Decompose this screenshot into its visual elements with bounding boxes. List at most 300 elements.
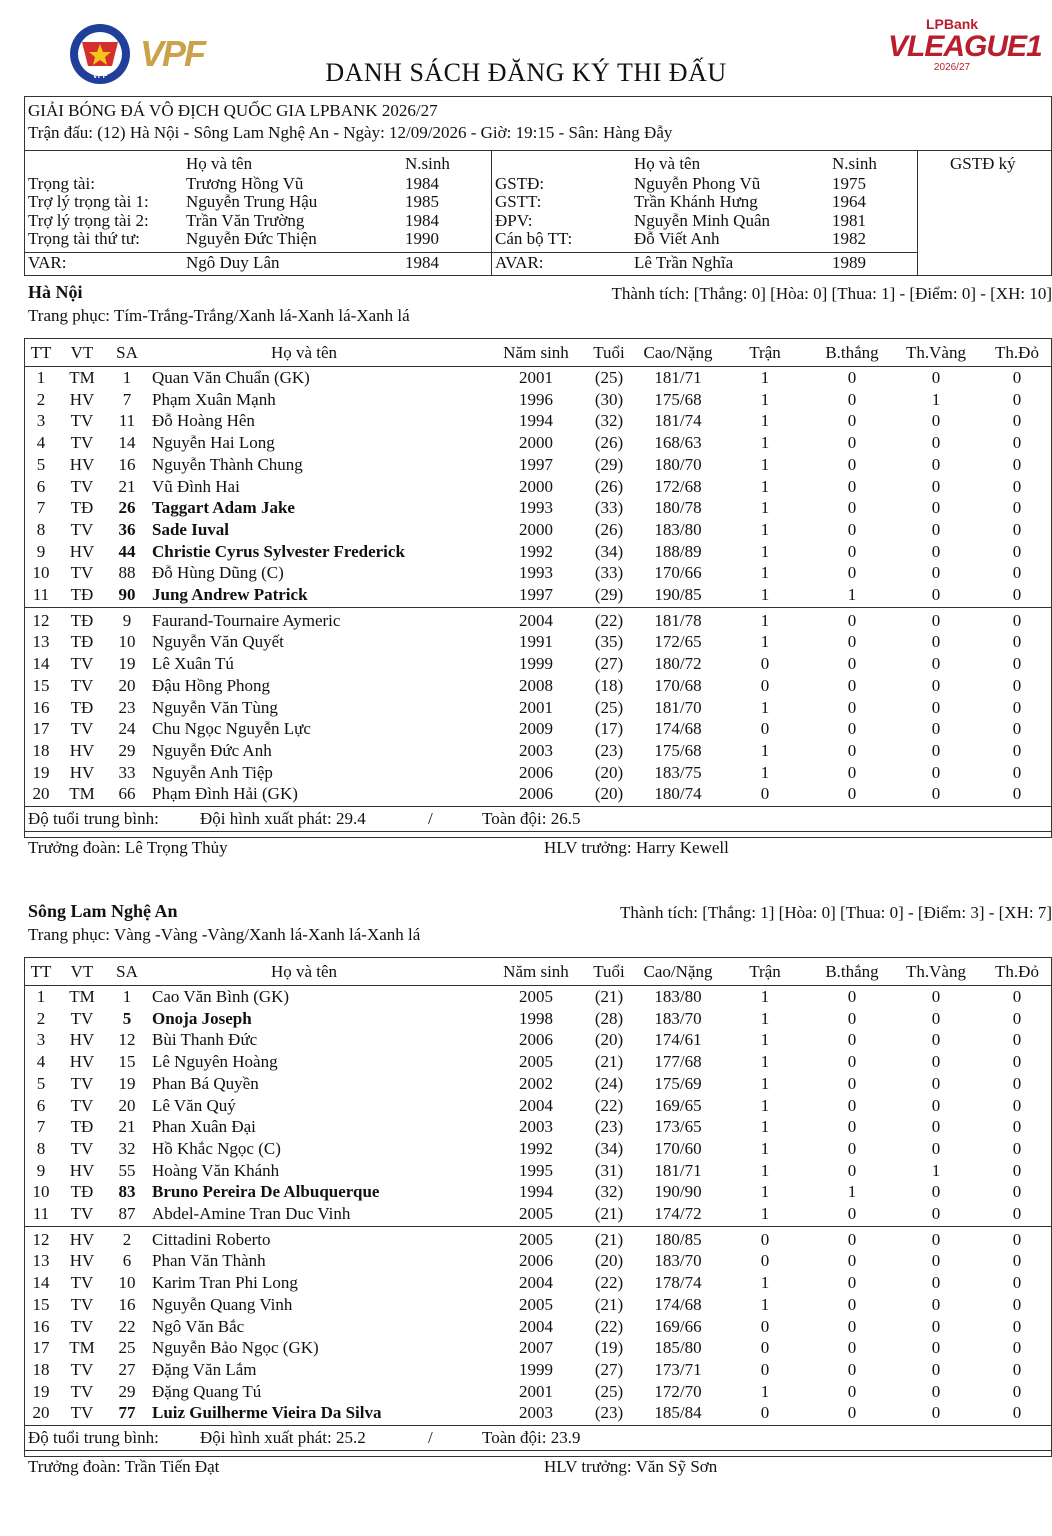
player-born: 2006 (519, 762, 553, 782)
player-vt: TV (70, 476, 94, 496)
player-yellow: 0 (931, 1273, 941, 1293)
player-sa: 88 (118, 563, 136, 583)
player-yellow: 0 (931, 519, 941, 539)
player-red: 0 (1012, 632, 1022, 652)
player-goals: 0 (847, 368, 857, 387)
column-header-vt: VT (70, 962, 94, 981)
player-red: 0 (1012, 675, 1022, 695)
player-red: 0 (1012, 1008, 1022, 1028)
player-vt: TĐ (70, 632, 94, 652)
player-name: Đỗ Hoàng Hên (152, 411, 255, 431)
team-kit: Trang phục: Vàng -Vàng -Vàng/Xanh lá-Xanh lá-Xanh lá (28, 925, 421, 944)
player-age: (21) (594, 1204, 624, 1223)
team-kit: Trang phục: Tím-Trắng-Trắng/Xanh lá-Xanh lá-Xanh lá (28, 306, 410, 325)
official-born: 1981 (832, 211, 866, 230)
player-row (24, 675, 1052, 697)
player-born: 2003 (519, 1403, 553, 1423)
player-yellow: 0 (931, 740, 941, 760)
player-sa: 9 (122, 610, 132, 630)
player-row (24, 476, 1052, 498)
player-born: 2000 (519, 519, 553, 539)
official-name: Ngô Duy Lân (186, 253, 280, 272)
player-hw: 183/70 (654, 1008, 702, 1028)
player-vt: TV (70, 1138, 94, 1158)
player-tt: 6 (36, 476, 46, 496)
player-sa: 77 (118, 1403, 136, 1423)
player-row (24, 1095, 1052, 1117)
official-role: GSTĐ: (495, 174, 545, 193)
column-header-yellow: Th.Vàng (906, 343, 966, 362)
player-matches: 1 (760, 1182, 770, 1202)
player-red: 0 (1012, 1073, 1022, 1093)
player-name: Phạm Xuân Mạnh (152, 389, 276, 409)
player-goals: 0 (847, 1204, 857, 1223)
player-name: Christie Cyrus Sylvester Frederick (152, 541, 405, 561)
player-name: Hoàng Văn Khánh (152, 1160, 280, 1180)
player-age: (19) (594, 1338, 624, 1358)
player-born: 1996 (519, 389, 553, 409)
player-born: 2004 (519, 1273, 553, 1293)
player-hw: 175/68 (654, 389, 702, 409)
player-tt: 1 (36, 987, 46, 1006)
player-matches: 1 (760, 1160, 770, 1180)
player-goals: 0 (847, 476, 857, 496)
player-goals: 1 (847, 1182, 857, 1202)
player-row (24, 653, 1052, 675)
player-goals: 0 (847, 498, 857, 518)
player-yellow: 0 (931, 498, 941, 518)
player-goals: 0 (847, 1160, 857, 1180)
player-vt: HV (69, 1030, 95, 1050)
player-born: 2006 (519, 784, 553, 804)
player-red: 0 (1012, 476, 1022, 496)
player-yellow: 0 (931, 654, 941, 674)
player-red: 0 (1012, 719, 1022, 739)
player-yellow: 0 (931, 762, 941, 782)
player-yellow: 0 (931, 1073, 941, 1093)
player-goals: 0 (847, 1052, 857, 1072)
player-born: 2003 (519, 1117, 553, 1137)
player-vt: HV (69, 740, 95, 760)
official-role: ĐPV: (495, 211, 533, 230)
player-matches: 0 (760, 1251, 770, 1271)
player-row (24, 1272, 1052, 1294)
player-goals: 0 (847, 1073, 857, 1093)
player-tt: 7 (36, 498, 46, 518)
player-born: 2002 (519, 1073, 553, 1093)
column-header-born: Năm sinh (503, 962, 569, 981)
player-name: Quan Văn Chuẩn (GK) (152, 368, 310, 387)
player-sa: 7 (122, 389, 132, 409)
player-goals: 0 (847, 1229, 857, 1249)
player-age: (31) (594, 1160, 624, 1180)
player-born: 1992 (519, 541, 553, 561)
column-header-tt: TT (30, 343, 52, 362)
player-age: (20) (594, 762, 624, 782)
official-born: 1984 (405, 174, 439, 193)
player-matches: 1 (760, 1095, 770, 1115)
column-header-tt: TT (30, 962, 52, 981)
player-goals: 0 (847, 762, 857, 782)
player-red: 0 (1012, 433, 1022, 453)
official-name: Nguyễn Đức Thiện (186, 229, 317, 248)
player-born: 1993 (519, 563, 553, 583)
player-name: Abdel-Amine Tran Duc Vinh (152, 1204, 351, 1223)
player-matches: 1 (760, 519, 770, 539)
player-vt: HV (69, 1052, 95, 1072)
player-yellow: 0 (931, 719, 941, 739)
player-sa: 1 (122, 368, 132, 387)
player-born: 2001 (519, 368, 553, 387)
player-age: (20) (594, 1251, 624, 1271)
player-sa: 20 (118, 1095, 136, 1115)
vleague-logo (888, 16, 1042, 88)
player-row (24, 367, 1052, 389)
player-red: 0 (1012, 585, 1022, 604)
player-yellow: 0 (931, 1294, 941, 1314)
player-hw: 180/72 (654, 654, 702, 674)
column-header-red: Th.Đỏ (995, 962, 1039, 981)
player-born: 2005 (519, 1294, 553, 1314)
player-sa: 11 (118, 411, 136, 431)
player-age: (22) (594, 1316, 624, 1336)
player-red: 0 (1012, 411, 1022, 431)
official-born: 1982 (832, 229, 866, 248)
team-manager: Trưởng đoàn: Trần Tiến Đạt (28, 1457, 220, 1476)
player-name: Lê Nguyên Hoàng (152, 1052, 278, 1072)
player-age: (23) (594, 1117, 624, 1137)
player-goals: 0 (847, 1316, 857, 1336)
player-tt: 18 (32, 1359, 50, 1379)
player-matches: 1 (760, 632, 770, 652)
player-tt: 2 (36, 1008, 46, 1028)
player-red: 0 (1012, 1117, 1022, 1137)
player-matches: 1 (760, 1381, 770, 1401)
player-hw: 180/78 (654, 498, 702, 518)
official-row (28, 175, 488, 193)
player-age: (28) (594, 1008, 624, 1028)
player-age: (27) (594, 654, 624, 674)
official-name: Trần Khánh Hưng (634, 192, 758, 211)
player-age: (34) (594, 1138, 624, 1158)
player-age: (17) (594, 719, 624, 739)
player-name: Nguyễn Quang Vinh (152, 1294, 293, 1314)
player-hw: 174/61 (654, 1030, 702, 1050)
svg-text:VFF: VFF (92, 71, 108, 80)
player-tt: 3 (36, 411, 46, 431)
official-born: 1984 (405, 211, 439, 230)
player-yellow: 0 (931, 411, 941, 431)
official-role: AVAR: (495, 253, 544, 272)
player-row (24, 986, 1052, 1008)
player-goals: 0 (847, 1359, 857, 1379)
column-header-sa: SA (116, 962, 138, 981)
player-yellow: 0 (931, 697, 941, 717)
team-record: Thành tích: [Thắng: 0] [Hòa: 0] [Thua: 1] - [Điểm: 0] - [XH: 10] (611, 284, 1052, 303)
player-red: 0 (1012, 1182, 1022, 1202)
roster-header (24, 961, 1052, 983)
player-vt: TV (70, 433, 94, 453)
player-vt: TV (70, 1316, 94, 1336)
player-matches: 1 (760, 1294, 770, 1314)
player-matches: 1 (760, 389, 770, 409)
avg-age-team: Toàn đội: 23.9 (482, 1428, 581, 1447)
official-role: Trợ lý trọng tài 1: (28, 192, 149, 211)
player-sa: 10 (118, 632, 136, 652)
player-matches: 1 (760, 1204, 770, 1223)
player-name: Vũ Đình Hai (152, 476, 240, 496)
player-age: (34) (594, 541, 624, 561)
column-header-vt: VT (70, 343, 94, 362)
player-sa: 29 (118, 1381, 136, 1401)
player-tt: 8 (36, 519, 46, 539)
player-tt: 13 (32, 632, 50, 652)
player-vt: TM (69, 784, 95, 804)
player-goals: 0 (847, 654, 857, 674)
player-goals: 0 (847, 563, 857, 583)
column-header-goals: B.thắng (825, 962, 879, 981)
player-vt: TV (70, 1073, 94, 1093)
player-row (24, 1337, 1052, 1359)
player-red: 0 (1012, 1052, 1022, 1072)
player-hw: 183/80 (654, 987, 702, 1006)
player-age: (25) (594, 1381, 624, 1401)
player-goals: 0 (847, 1138, 857, 1158)
player-born: 2004 (519, 1095, 553, 1115)
player-tt: 5 (36, 1073, 46, 1093)
player-name: Cittadini Roberto (152, 1229, 271, 1249)
column-header-matches: Trận (749, 343, 781, 362)
player-tt: 5 (36, 454, 46, 474)
official-row (28, 230, 488, 248)
player-born: 1995 (519, 1160, 553, 1180)
player-hw: 190/85 (654, 585, 702, 604)
official-role: Cán bộ TT: (495, 229, 573, 248)
player-age: (35) (594, 632, 624, 652)
player-matches: 1 (760, 987, 770, 1006)
player-row (24, 1294, 1052, 1316)
player-red: 0 (1012, 1251, 1022, 1271)
player-matches: 0 (760, 1316, 770, 1336)
player-sa: 32 (118, 1138, 136, 1158)
player-age: (23) (594, 1403, 624, 1423)
player-yellow: 0 (931, 784, 941, 804)
player-hw: 169/66 (654, 1316, 702, 1336)
head-coach: HLV trưởng: Văn Sỹ Sơn (544, 1457, 718, 1476)
player-hw: 170/60 (654, 1138, 702, 1158)
column-header-age: Tuổi (593, 343, 625, 362)
player-born: 1999 (519, 654, 553, 674)
player-name: Phan Xuân Đại (152, 1117, 256, 1137)
player-matches: 0 (760, 719, 770, 739)
player-age: (26) (594, 433, 624, 453)
player-vt: TĐ (70, 1182, 94, 1202)
player-row (24, 1316, 1052, 1338)
player-born: 2007 (519, 1338, 553, 1358)
player-hw: 172/65 (654, 632, 702, 652)
player-goals: 0 (847, 1381, 857, 1401)
player-age: (21) (594, 1229, 624, 1249)
player-hw: 190/90 (654, 1182, 702, 1202)
player-tt: 14 (32, 654, 50, 674)
player-age: (30) (594, 389, 624, 409)
player-goals: 0 (847, 632, 857, 652)
player-red: 0 (1012, 498, 1022, 518)
player-hw: 175/68 (654, 740, 702, 760)
player-sa: 19 (118, 654, 136, 674)
player-born: 2005 (519, 1204, 553, 1223)
player-matches: 1 (760, 1073, 770, 1093)
player-age: (21) (594, 987, 624, 1006)
player-age: (29) (594, 454, 624, 474)
player-row (24, 1008, 1052, 1030)
player-red: 0 (1012, 454, 1022, 474)
player-vt: TĐ (70, 585, 94, 604)
player-sa: 21 (118, 476, 136, 496)
player-vt: TV (70, 1359, 94, 1379)
player-goals: 0 (847, 541, 857, 561)
player-born: 2004 (519, 1316, 553, 1336)
official-born: 1975 (832, 174, 866, 193)
player-vt: TV (70, 1273, 94, 1293)
player-goals: 0 (847, 1338, 857, 1358)
player-yellow: 0 (931, 1030, 941, 1050)
player-vt: TV (70, 1403, 94, 1423)
player-row (24, 1029, 1052, 1051)
player-name: Jung Andrew Patrick (152, 585, 308, 604)
official-name: Nguyễn Minh Quân (634, 211, 770, 230)
player-sa: 23 (118, 697, 136, 717)
player-red: 0 (1012, 389, 1022, 409)
player-row (24, 432, 1052, 454)
player-name: Phan Bá Quyền (152, 1073, 259, 1093)
player-goals: 0 (847, 1273, 857, 1293)
player-sa: 55 (118, 1160, 136, 1180)
player-sa: 22 (118, 1316, 136, 1336)
player-row (24, 783, 1052, 805)
official-name: Đỗ Viết Anh (634, 229, 720, 248)
player-hw: 181/78 (654, 610, 702, 630)
official-row (495, 212, 915, 230)
player-red: 0 (1012, 740, 1022, 760)
player-red: 0 (1012, 1359, 1022, 1379)
player-yellow: 0 (931, 1138, 941, 1158)
player-hw: 172/70 (654, 1381, 702, 1401)
player-yellow: 0 (931, 1204, 941, 1223)
player-matches: 1 (760, 1117, 770, 1137)
official-role: Trọng tài thứ tư: (28, 229, 140, 248)
player-yellow: 0 (931, 610, 941, 630)
player-tt: 7 (36, 1117, 46, 1137)
player-age: (32) (594, 1182, 624, 1202)
player-born: 1997 (519, 585, 553, 604)
player-goals: 0 (847, 433, 857, 453)
player-born: 2009 (519, 719, 553, 739)
player-born: 2005 (519, 1229, 553, 1249)
vleague-season: 2026/27 (933, 62, 971, 73)
player-tt: 12 (32, 1229, 50, 1249)
player-row (24, 519, 1052, 541)
column-header-yellow: Th.Vàng (906, 962, 966, 981)
player-age: (32) (594, 411, 624, 431)
official-name: Lê Trần Nghĩa (634, 253, 734, 272)
player-goals: 0 (847, 1294, 857, 1314)
player-red: 0 (1012, 697, 1022, 717)
player-matches: 1 (760, 1052, 770, 1072)
player-sa: 10 (118, 1273, 136, 1293)
player-hw: 180/70 (654, 454, 702, 474)
player-matches: 0 (760, 1403, 770, 1423)
officials-name-header-right: Họ và tên (634, 154, 701, 173)
officials-born-header-right: N.sinh (832, 154, 877, 173)
player-age: (26) (594, 519, 624, 539)
team-name: Hà Nội (28, 282, 83, 302)
player-yellow: 0 (931, 1338, 941, 1358)
player-sa: 90 (118, 585, 136, 604)
player-row (24, 1181, 1052, 1203)
player-matches: 0 (760, 1229, 770, 1249)
player-name: Ngô Văn Bắc (152, 1316, 245, 1336)
player-vt: HV (69, 762, 95, 782)
official-row (28, 193, 488, 211)
player-vt: HV (69, 389, 95, 409)
player-hw: 169/65 (654, 1095, 702, 1115)
player-born: 2005 (519, 1052, 553, 1072)
player-born: 1999 (519, 1359, 553, 1379)
player-tt: 15 (32, 1294, 50, 1314)
player-name: Nguyễn Anh Tiệp (152, 762, 273, 782)
player-row (24, 762, 1052, 784)
player-tt: 2 (36, 389, 46, 409)
player-matches: 0 (760, 654, 770, 674)
player-name: Đậu Hồng Phong (152, 675, 271, 695)
player-red: 0 (1012, 368, 1022, 387)
player-vt: TV (70, 654, 94, 674)
player-hw: 185/84 (654, 1403, 702, 1423)
player-born: 1994 (519, 411, 553, 431)
player-name: Taggart Adam Jake (152, 498, 295, 518)
player-age: (18) (594, 675, 624, 695)
player-matches: 1 (760, 541, 770, 561)
player-name: Cao Văn Bình (GK) (152, 987, 290, 1006)
player-row (24, 1138, 1052, 1160)
player-age: (23) (594, 740, 624, 760)
player-red: 0 (1012, 519, 1022, 539)
player-row (24, 1203, 1052, 1225)
player-matches: 1 (760, 1273, 770, 1293)
player-yellow: 0 (931, 1359, 941, 1379)
player-age: (21) (594, 1294, 624, 1314)
player-name: Chu Ngọc Nguyễn Lực (152, 719, 311, 739)
player-row (24, 584, 1052, 606)
vleague-wordmark: VLEAGUE1 (888, 30, 1042, 63)
player-name: Faurand-Tournaire Aymeric (152, 610, 341, 630)
official-name: Trần Văn Trường (186, 211, 305, 230)
player-yellow: 0 (931, 987, 941, 1006)
player-matches: 0 (760, 1359, 770, 1379)
player-matches: 1 (760, 411, 770, 431)
player-matches: 1 (760, 610, 770, 630)
player-goals: 0 (847, 1403, 857, 1423)
player-vt: HV (69, 1229, 95, 1249)
player-age: (22) (594, 610, 624, 630)
column-header-hw: Cao/Nặng (643, 343, 713, 362)
player-row (24, 718, 1052, 740)
officials-born-header-left: N.sinh (405, 154, 450, 173)
player-age: (22) (594, 1095, 624, 1115)
player-tt: 20 (32, 1403, 50, 1423)
player-row (24, 497, 1052, 519)
